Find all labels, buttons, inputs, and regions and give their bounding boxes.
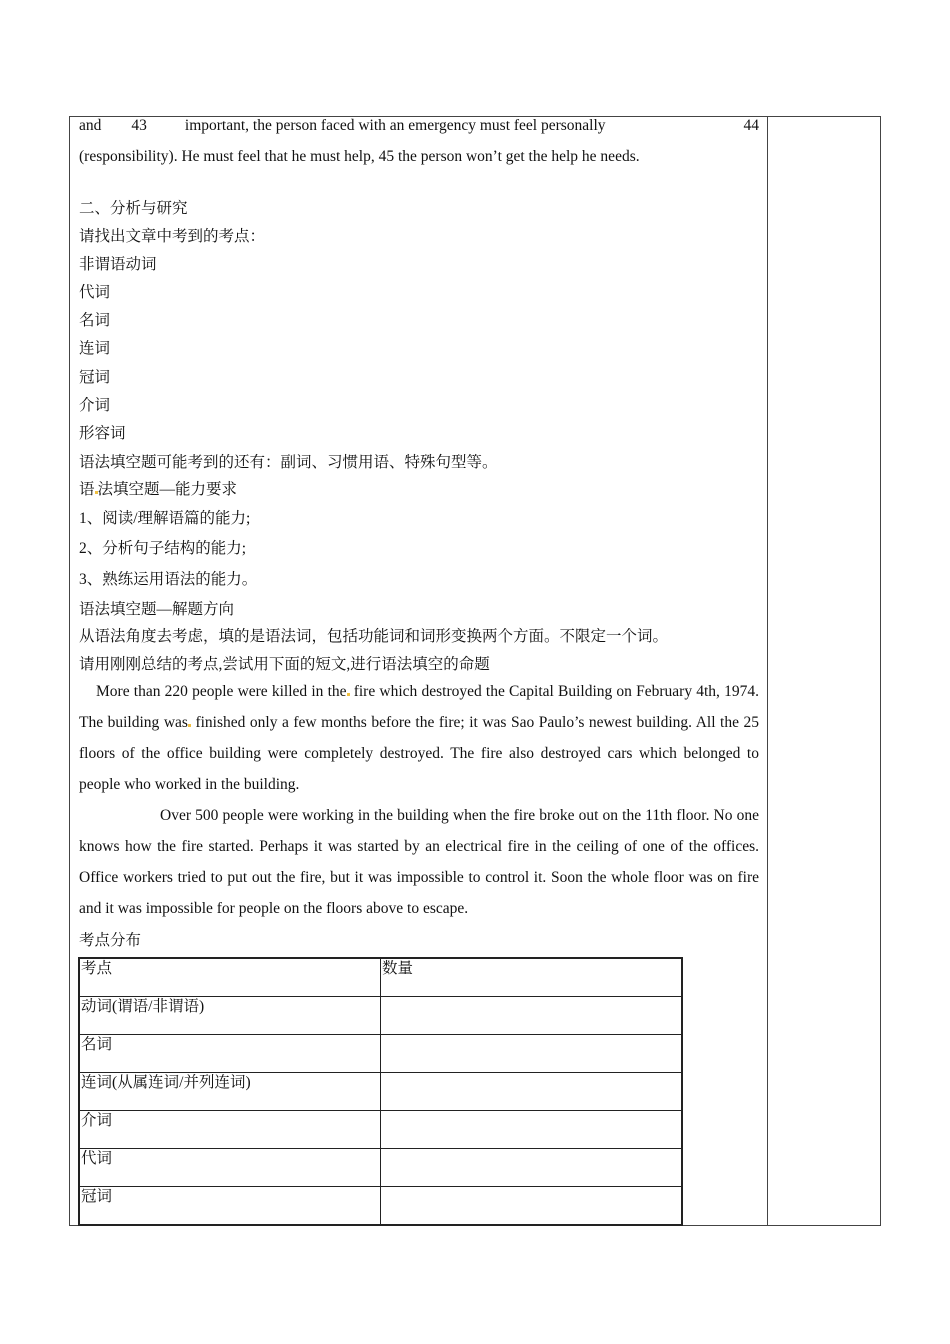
distribution-title: 考点分布 (79, 932, 142, 949)
table-cell-empty[interactable] (381, 1073, 683, 1111)
also-text: 语法填空题可能考到的还有：副词、习惯用语、特殊句型等。 (79, 454, 498, 471)
table-cell-empty[interactable] (381, 1035, 683, 1073)
table-cell: 动词(谓语/非谓语) (79, 997, 381, 1035)
point-item: 名词 (79, 312, 111, 329)
section-heading: 二、分析与研究 (79, 200, 188, 217)
passage-paragraph-2: Over 500 people were working in the building when the fire broke out on the 11th floor. No one knows how the fire started. Perhaps it was started by an electrical fire in the ceiling of one of the offices. Office workers tried to put out the fire, but it was impossible to control it. Soon the whole floor was on fire and it was impossible for people on the floors above to escape. (79, 807, 759, 917)
word-and: and (79, 117, 102, 134)
table-cell: 代词 (79, 1149, 381, 1187)
ability-title: 语 法填空题—能力要求 (79, 481, 238, 498)
prompt-text: 请找出文章中考到的考点： (79, 228, 266, 245)
distribution-table (78, 957, 683, 1226)
passage-line-1 (79, 117, 759, 135)
table-row (79, 997, 682, 1035)
table-cell: 名词 (79, 1035, 381, 1073)
ability-item: 3、熟练运用语法的能力。 (79, 571, 258, 588)
point-item: 介词 (79, 397, 111, 414)
ability-item: 2、分析句子结构的能力; (79, 540, 247, 557)
direction-text: 从语法角度去考虑，填的是语法词，包括功能词和词形变换两个方面。不限定一个词。 (79, 628, 669, 645)
passage-text: important, the person faced with an emergency must feel personally (184, 117, 606, 134)
point-item: 连词 (79, 340, 111, 357)
header-cell: 考点 (79, 958, 381, 997)
passage-line-2: (responsibility). He must feel that he must help, 45 the person won’t get the help he needs. (79, 148, 640, 165)
table-cell: 介词 (79, 1111, 381, 1149)
table-cell-empty[interactable] (381, 1149, 683, 1187)
point-item: 非谓语动词 (79, 256, 157, 273)
table-cell-empty[interactable] (381, 1111, 683, 1149)
table-row (79, 1187, 682, 1226)
blank-44: 44 (743, 117, 759, 134)
ability-item: 1、阅读/理解语篇的能力; (79, 510, 251, 527)
task-text: 请用刚刚总结的考点,尝试用下面的短文,进行语法填空的命题 (79, 656, 490, 673)
table-header-row (79, 958, 682, 997)
blank-43: 43 (131, 117, 147, 134)
right-column-divider (767, 116, 768, 1226)
table-row (79, 1073, 682, 1111)
point-item: 代词 (79, 284, 111, 301)
passage-paragraph-1: More than 220 people were killed in the fire which destroyed the Capital Building on February 4th, 1974. The building was finished only a few months before the fire; it was Sao Paulo’s newest building. All the 25 floors of the office building were completely destroyed. The fire also destroyed cars which belonged to people who worked in the building. (79, 683, 759, 793)
table-row (79, 1035, 682, 1073)
header-cell: 数量 (381, 958, 683, 997)
table-row (79, 1149, 682, 1187)
table-cell: 冠词 (79, 1187, 381, 1226)
table-row (79, 1111, 682, 1149)
table-cell: 连词(从属连词/并列连词) (79, 1073, 381, 1111)
table-cell-empty[interactable] (381, 997, 683, 1035)
point-item: 形容词 (79, 425, 126, 442)
direction-title: 语法填空题—解题方向 (79, 601, 235, 618)
point-item: 冠词 (79, 369, 111, 386)
table-cell-empty[interactable] (381, 1187, 683, 1226)
